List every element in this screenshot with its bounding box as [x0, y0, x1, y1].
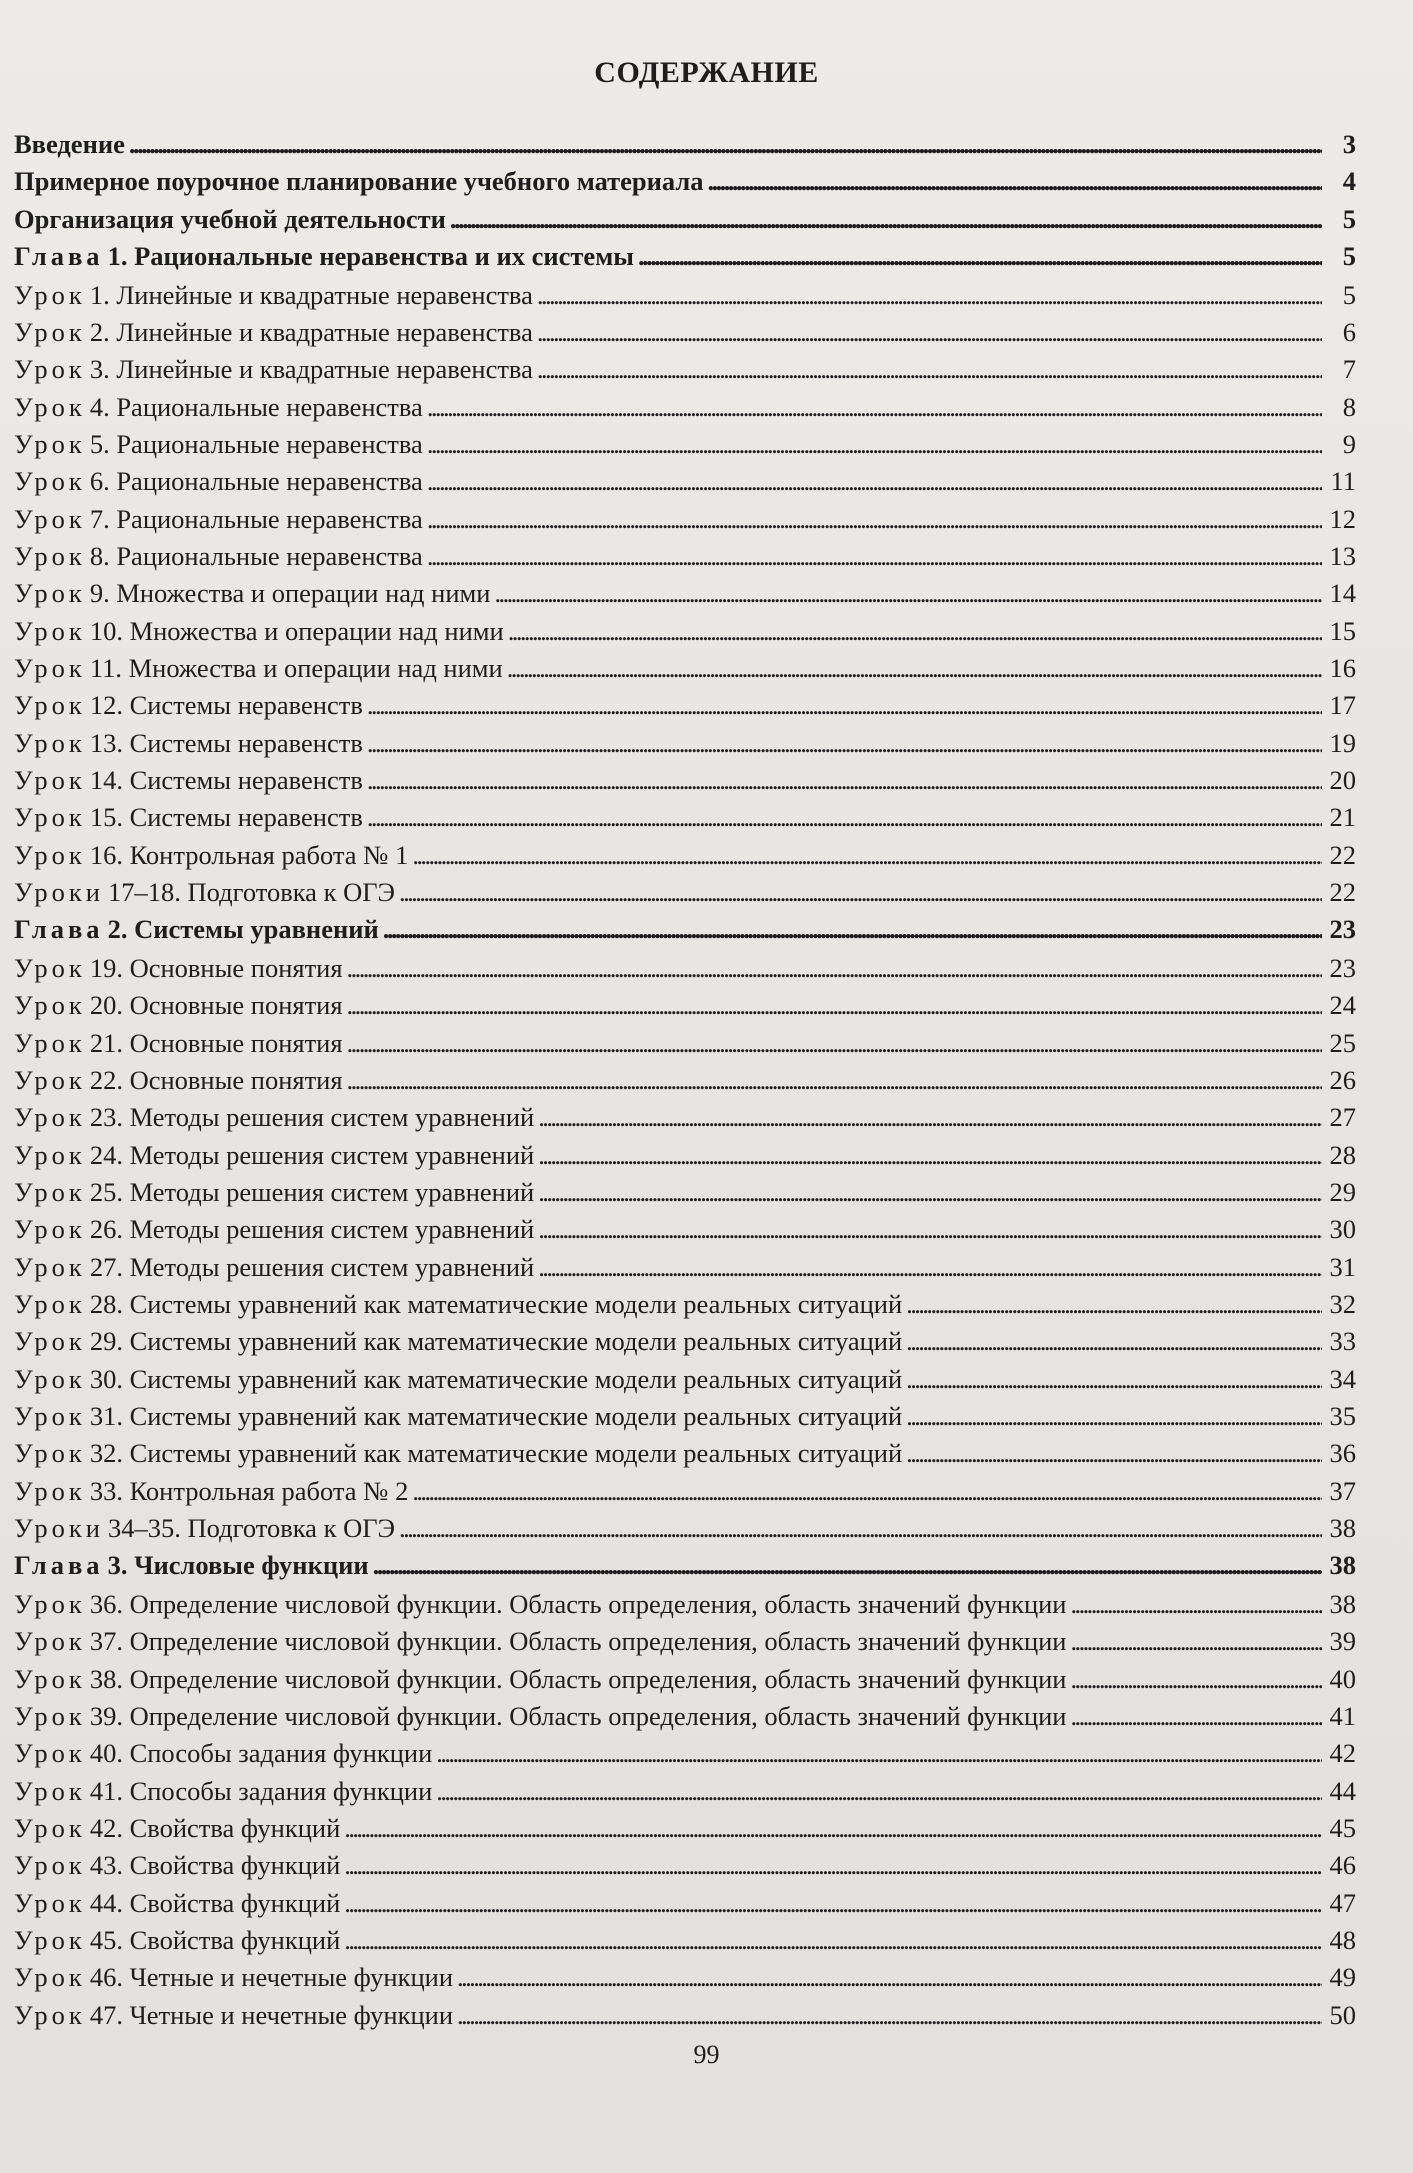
dot-leader — [399, 1510, 1322, 1547]
toc-entry-title: 47. Четные и нечетные функции — [89, 1999, 453, 2030]
toc-lesson-entry — [14, 1323, 1356, 1360]
toc-lesson-entry — [14, 1735, 1356, 1772]
toc-front-entry — [14, 201, 1356, 238]
dot-leader — [347, 987, 1322, 1024]
toc-entry-prefix: Урок — [14, 1962, 86, 1993]
dot-leader — [129, 126, 1322, 163]
dot-leader — [1070, 1623, 1322, 1660]
toc-entry-prefix: Урок — [14, 1475, 86, 1506]
toc-lesson-entry — [14, 314, 1356, 351]
toc-entry-prefix: Урок — [14, 540, 86, 571]
dot-leader — [1070, 1698, 1322, 1735]
toc-entry-prefix: Урок — [14, 316, 86, 347]
toc-entry-page-number: 20 — [1329, 765, 1356, 795]
toc-entry-title: 15. Системы неравенств — [89, 802, 363, 833]
toc-entry-title: 1. Рациональные неравенства и их системы — [107, 241, 634, 272]
toc-entry-title: 24. Методы решения систем уравнений — [89, 1139, 535, 1170]
toc-chapter-entry — [14, 911, 1356, 950]
page-title: СОДЕРЖАНИЕ — [594, 56, 819, 89]
toc-entry-page-number: 11 — [1330, 466, 1356, 497]
toc-entry-title: 39. Определение числовой функции. Область определения, область значений функции — [89, 1700, 1067, 1731]
toc-entry-title: 23. Методы решения систем уравнений — [89, 1102, 535, 1133]
dot-leader — [367, 799, 1322, 836]
toc-entry-page-number: 24 — [1329, 990, 1356, 1021]
toc-entry-title: 36. Определение числовой функции. Область определения, область значений функции — [89, 1588, 1067, 1619]
toc-lesson-entry — [14, 1773, 1356, 1810]
toc-entry-title: 25. Методы решения систем уравнений — [89, 1176, 535, 1207]
toc-entry-prefix: Урок — [14, 1401, 86, 1431]
dot-leader — [347, 950, 1322, 987]
toc-entry-title: 29. Системы уравнений как математические модели реальных ситуаций — [89, 1326, 903, 1357]
toc-lesson-entry — [14, 1623, 1356, 1660]
page-number: 99 — [693, 2040, 720, 2069]
toc-entry-title: 14. Системы неравенств — [89, 765, 363, 795]
dot-leader — [906, 1398, 1322, 1435]
toc-entry-page-number: 45 — [1329, 1812, 1356, 1843]
toc-entry-page-number: 38 — [1329, 1513, 1356, 1544]
toc-entry-title: 40. Способы задания функции — [89, 1738, 433, 1769]
toc-lesson-entry — [14, 501, 1356, 538]
dot-leader — [383, 911, 1322, 948]
toc-entry-prefix: Урок — [14, 1288, 86, 1319]
toc-entry-page-number: 7 — [1342, 354, 1356, 385]
toc-lesson-entry — [14, 1473, 1356, 1510]
toc-entry-prefix: Урок — [14, 1251, 86, 1282]
toc-entry-prefix: Урок — [14, 391, 86, 422]
toc-entry-prefix: Урок — [14, 1438, 86, 1469]
toc-entry-title: 42. Свойства функций — [89, 1812, 341, 1843]
toc-entry-page-number: 48 — [1329, 1924, 1356, 1955]
toc-lesson-entry — [14, 837, 1356, 874]
toc-entry-page-number: 38 — [1329, 1588, 1356, 1619]
toc-lesson-entry — [14, 987, 1356, 1024]
dot-leader — [906, 1286, 1322, 1323]
toc-entry-title: 45. Свойства функций — [89, 1924, 341, 1955]
toc-entry-page-number: 23 — [1329, 914, 1356, 945]
toc-entry-title: 33. Контрольная работа № 2 — [89, 1475, 409, 1506]
toc-entry-title: 11. Множества и операции над ними — [89, 652, 503, 683]
toc-entry-prefix: Урок — [14, 578, 86, 609]
toc-entry-page-number: 46 — [1329, 1850, 1356, 1881]
toc-entry-page-number: 34 — [1329, 1363, 1356, 1394]
toc-entry-prefix: Урок — [14, 1102, 86, 1133]
toc-entry-title: 3. Числовые функции — [107, 1550, 369, 1581]
toc-entry-prefix: Уроки — [14, 877, 104, 908]
toc-entry-title: 34–35. Подготовка к ОГЭ — [108, 1513, 396, 1544]
dot-leader — [906, 1435, 1322, 1472]
toc-entry-title: 8. Рациональные неравенства — [89, 540, 423, 571]
toc-entry-prefix: Урок — [14, 1214, 86, 1245]
dot-leader — [427, 389, 1322, 426]
dot-leader — [538, 1211, 1322, 1248]
dot-leader — [399, 874, 1322, 911]
toc-lesson-entry — [14, 1286, 1356, 1323]
toc-lesson-entry — [14, 463, 1356, 500]
toc-lesson-entry — [14, 1174, 1356, 1211]
toc-entry-prefix: Урок — [14, 690, 86, 721]
toc-lesson-entry — [14, 874, 1356, 911]
dot-leader — [457, 1997, 1322, 2034]
toc-entry-prefix: Урок — [14, 1887, 86, 1918]
toc-front-entry — [14, 163, 1356, 200]
toc-entry-prefix: Урок — [14, 1775, 86, 1806]
toc-lesson-entry — [14, 1398, 1356, 1435]
toc-entry-prefix: Урок — [14, 1363, 86, 1394]
toc-lesson-entry — [14, 1361, 1356, 1398]
dot-leader — [427, 426, 1322, 463]
dot-leader — [638, 238, 1322, 275]
toc-entry-page-number: 47 — [1329, 1887, 1356, 1918]
toc-entry-page-number: 22 — [1329, 839, 1356, 870]
toc-entry-title: 4. Рациональные неравенства — [89, 391, 423, 422]
toc-entry-page-number: 25 — [1329, 1027, 1356, 1058]
dot-leader — [450, 201, 1322, 238]
dot-leader — [427, 501, 1322, 538]
toc-entry-title: 1. Линейные и квадратные неравенства — [89, 279, 533, 310]
toc-entry-page-number: 12 — [1329, 503, 1356, 534]
toc-entry-page-number: 19 — [1329, 727, 1356, 758]
toc-entry-title: 13. Системы неравенств — [89, 727, 363, 758]
toc-entry-title: 19. Основные понятия — [89, 952, 343, 983]
toc-entry-prefix: Урок — [14, 1027, 86, 1058]
dot-leader — [538, 1174, 1322, 1211]
toc-entry-page-number: 6 — [1342, 316, 1356, 347]
toc-entry-prefix: Урок — [14, 1626, 86, 1657]
toc-lesson-entry — [14, 575, 1356, 612]
toc-entry-title: 17–18. Подготовка к ОГЭ — [108, 877, 396, 908]
toc-entry-page-number: 50 — [1329, 1999, 1356, 2030]
toc-entry-prefix: Уроки — [14, 1513, 104, 1544]
toc-lesson-entry — [14, 1922, 1356, 1959]
toc-lesson-entry — [14, 1810, 1356, 1847]
dot-leader — [367, 687, 1322, 724]
toc-lesson-entry — [14, 950, 1356, 987]
toc-entry-title: 12. Системы неравенств — [89, 690, 363, 721]
toc-entry-page-number: 9 — [1342, 428, 1356, 459]
dot-leader — [412, 1473, 1322, 1510]
toc-entry-title: 41. Способы задания функции — [89, 1775, 433, 1806]
dot-leader — [538, 1137, 1322, 1174]
toc-entry-title: Примерное поурочное планирование учебного материала — [14, 166, 704, 197]
toc-entry-title: 22. Основные понятия — [89, 1064, 343, 1095]
toc-lesson-entry — [14, 1997, 1356, 2034]
toc-entry-title: 10. Множества и операции над ними — [89, 615, 504, 646]
toc-entry-page-number: 26 — [1329, 1064, 1356, 1095]
toc-lesson-entry — [14, 1025, 1356, 1062]
dot-leader — [373, 1547, 1322, 1584]
dot-leader — [1070, 1661, 1322, 1698]
toc-lesson-entry — [14, 1885, 1356, 1922]
dot-leader — [708, 163, 1322, 200]
toc-entry-page-number: 40 — [1329, 1663, 1356, 1694]
toc-lesson-entry — [14, 799, 1356, 836]
toc-entry-title: 31. Системы уравнений как математические модели реальных ситуаций — [89, 1401, 903, 1431]
toc-front-entry — [14, 126, 1356, 163]
dot-leader — [367, 762, 1322, 799]
toc-entry-prefix: Урок — [14, 279, 86, 310]
toc-entry-prefix: Урок — [14, 466, 86, 497]
toc-entry-prefix: Урок — [14, 1812, 86, 1843]
toc-lesson-entry — [14, 1099, 1356, 1136]
dot-leader — [457, 1959, 1322, 1996]
toc-lesson-entry — [14, 613, 1356, 650]
toc-entry-title: 2. Линейные и квадратные неравенства — [89, 316, 533, 347]
toc-entry-title: 5. Рациональные неравенства — [89, 428, 423, 459]
toc-entry-prefix: Урок — [14, 1700, 86, 1731]
toc-entry-page-number: 4 — [1342, 166, 1356, 197]
toc-entry-page-number: 16 — [1329, 652, 1356, 683]
toc-entry-prefix: Урок — [14, 1176, 86, 1207]
toc-entry-page-number: 37 — [1329, 1475, 1356, 1506]
toc-entry-prefix: Урок — [14, 765, 86, 795]
dot-leader — [1070, 1586, 1322, 1623]
dot-leader — [427, 463, 1322, 500]
toc-lesson-entry — [14, 351, 1356, 388]
toc-lesson-entry — [14, 1510, 1356, 1547]
toc-entry-page-number: 33 — [1329, 1326, 1356, 1357]
toc-entry-title: 2. Системы уравнений — [107, 914, 379, 945]
dot-leader — [508, 613, 1322, 650]
toc-chapter-entry — [14, 238, 1356, 277]
toc-entry-page-number: 38 — [1329, 1550, 1356, 1581]
toc-entry-title: 44. Свойства функций — [89, 1887, 341, 1918]
dot-leader — [344, 1810, 1322, 1847]
toc-entry-prefix: Урок — [14, 802, 86, 833]
toc-lesson-entry — [14, 650, 1356, 687]
toc-entry-page-number: 5 — [1342, 241, 1356, 272]
toc-lesson-entry — [14, 1959, 1356, 1996]
dot-leader — [906, 1361, 1322, 1398]
toc-entry-prefix: Урок — [14, 503, 86, 534]
toc-entry-prefix: Урок — [14, 990, 86, 1021]
toc-lesson-entry — [14, 426, 1356, 463]
toc-entry-page-number: 21 — [1329, 802, 1356, 833]
toc-entry-title: 20. Основные понятия — [89, 990, 343, 1021]
toc-lesson-entry — [14, 538, 1356, 575]
dot-leader — [436, 1773, 1322, 1810]
toc-entry-prefix: Урок — [14, 615, 86, 646]
toc-entry-title: 26. Методы решения систем уравнений — [89, 1214, 535, 1245]
toc-entry-title: 16. Контрольная работа № 1 — [89, 839, 409, 870]
toc-entry-page-number: 13 — [1329, 540, 1356, 571]
toc-lesson-entry — [14, 277, 1356, 314]
toc-entry-prefix: Урок — [14, 1924, 86, 1955]
toc-entry-page-number: 15 — [1329, 615, 1356, 646]
toc-entry-prefix: Урок — [14, 1064, 86, 1095]
toc-entry-prefix: Урок — [14, 727, 86, 758]
dot-leader — [494, 575, 1322, 612]
toc-entry-page-number: 29 — [1329, 1176, 1356, 1207]
dot-leader — [344, 1847, 1322, 1884]
toc-lesson-entry — [14, 725, 1356, 762]
dot-leader — [538, 1249, 1322, 1286]
toc-entry-prefix: Урок — [14, 1326, 86, 1357]
toc-entry-prefix: Урок — [14, 1738, 86, 1769]
dot-leader — [538, 1099, 1322, 1136]
toc-entry-page-number: 32 — [1329, 1288, 1356, 1319]
toc-entry-prefix: Урок — [14, 428, 86, 459]
dot-leader — [436, 1735, 1322, 1772]
toc-entry-page-number: 49 — [1329, 1962, 1356, 1993]
toc-lesson-entry — [14, 1698, 1356, 1735]
toc-entry-prefix: Глава — [14, 241, 104, 272]
toc-entry-page-number: 28 — [1329, 1139, 1356, 1170]
toc-entry-title: 38. Определение числовой функции. Область определения, область значений функции — [89, 1663, 1067, 1694]
toc-entry-prefix: Урок — [14, 354, 86, 385]
toc-entry-prefix: Урок — [14, 839, 86, 870]
toc-entry-page-number: 14 — [1329, 578, 1356, 609]
toc-entry-title: 46. Четные и нечетные функции — [89, 1962, 453, 1993]
dot-leader — [347, 1025, 1322, 1062]
toc-entry-title: 3. Линейные и квадратные неравенства — [89, 354, 533, 385]
toc-lesson-entry — [14, 1249, 1356, 1286]
toc-entry-prefix: Урок — [14, 1139, 86, 1170]
toc-lesson-entry — [14, 1847, 1356, 1884]
table-of-contents — [14, 126, 1356, 2034]
toc-entry-prefix: Глава — [14, 1550, 104, 1581]
toc-entry-title: 43. Свойства функций — [89, 1850, 341, 1881]
toc-entry-page-number: 41 — [1329, 1700, 1356, 1731]
toc-entry-page-number: 17 — [1329, 690, 1356, 721]
toc-entry-title: Введение — [14, 129, 125, 159]
toc-entry-prefix: Урок — [14, 1588, 86, 1619]
dot-leader — [537, 277, 1322, 314]
toc-entry-prefix: Урок — [14, 952, 86, 983]
toc-entry-prefix: Глава — [14, 914, 104, 945]
toc-entry-page-number: 36 — [1329, 1438, 1356, 1469]
toc-lesson-entry — [14, 1062, 1356, 1099]
toc-lesson-entry — [14, 687, 1356, 724]
toc-entry-prefix: Урок — [14, 1999, 86, 2030]
toc-entry-page-number: 39 — [1329, 1626, 1356, 1657]
toc-entry-page-number: 44 — [1329, 1775, 1356, 1806]
toc-entry-title: 37. Определение числовой функции. Область определения, область значений функции — [89, 1626, 1067, 1657]
toc-entry-page-number: 35 — [1329, 1401, 1356, 1431]
dot-leader — [427, 538, 1322, 575]
toc-lesson-entry — [14, 762, 1356, 799]
toc-entry-title: 27. Методы решения систем уравнений — [89, 1251, 535, 1282]
toc-entry-title: 7. Рациональные неравенства — [89, 503, 423, 534]
toc-entry-page-number: 8 — [1342, 391, 1356, 422]
toc-entry-title: 21. Основные понятия — [89, 1027, 343, 1058]
toc-entry-prefix: Урок — [14, 1663, 86, 1694]
toc-entry-page-number: 27 — [1329, 1102, 1356, 1133]
dot-leader — [537, 351, 1322, 388]
dot-leader — [507, 650, 1322, 687]
toc-chapter-entry — [14, 1547, 1356, 1586]
toc-entry-page-number: 23 — [1329, 952, 1356, 983]
dot-leader — [412, 837, 1322, 874]
toc-lesson-entry — [14, 1661, 1356, 1698]
toc-entry-title: 30. Системы уравнений как математические модели реальных ситуаций — [89, 1363, 903, 1394]
toc-entry-page-number: 42 — [1329, 1738, 1356, 1769]
toc-entry-prefix: Урок — [14, 1850, 86, 1881]
toc-entry-page-number: 30 — [1329, 1214, 1356, 1245]
toc-lesson-entry — [14, 1137, 1356, 1174]
toc-entry-title: 32. Системы уравнений как математические модели реальных ситуаций — [89, 1438, 903, 1469]
toc-entry-prefix: Урок — [14, 652, 86, 683]
toc-entry-title: 28. Системы уравнений как математические модели реальных ситуаций — [89, 1288, 903, 1319]
dot-leader — [537, 314, 1322, 351]
dot-leader — [347, 1062, 1322, 1099]
toc-entry-page-number: 22 — [1329, 877, 1356, 908]
toc-lesson-entry — [14, 1211, 1356, 1248]
toc-entry-page-number: 5 — [1342, 203, 1356, 234]
toc-lesson-entry — [14, 1586, 1356, 1623]
dot-leader — [367, 725, 1322, 762]
toc-entry-title: 6. Рациональные неравенства — [89, 466, 423, 497]
toc-entry-page-number: 31 — [1329, 1251, 1356, 1282]
toc-entry-page-number: 3 — [1342, 129, 1356, 159]
dot-leader — [344, 1885, 1322, 1922]
dot-leader — [344, 1922, 1322, 1959]
toc-lesson-entry — [14, 1435, 1356, 1472]
toc-entry-page-number: 5 — [1342, 279, 1356, 310]
toc-entry-title: 9. Множества и операции над ними — [89, 578, 491, 609]
toc-lesson-entry — [14, 389, 1356, 426]
dot-leader — [906, 1323, 1322, 1360]
toc-entry-title: Организация учебной деятельности — [14, 203, 446, 234]
